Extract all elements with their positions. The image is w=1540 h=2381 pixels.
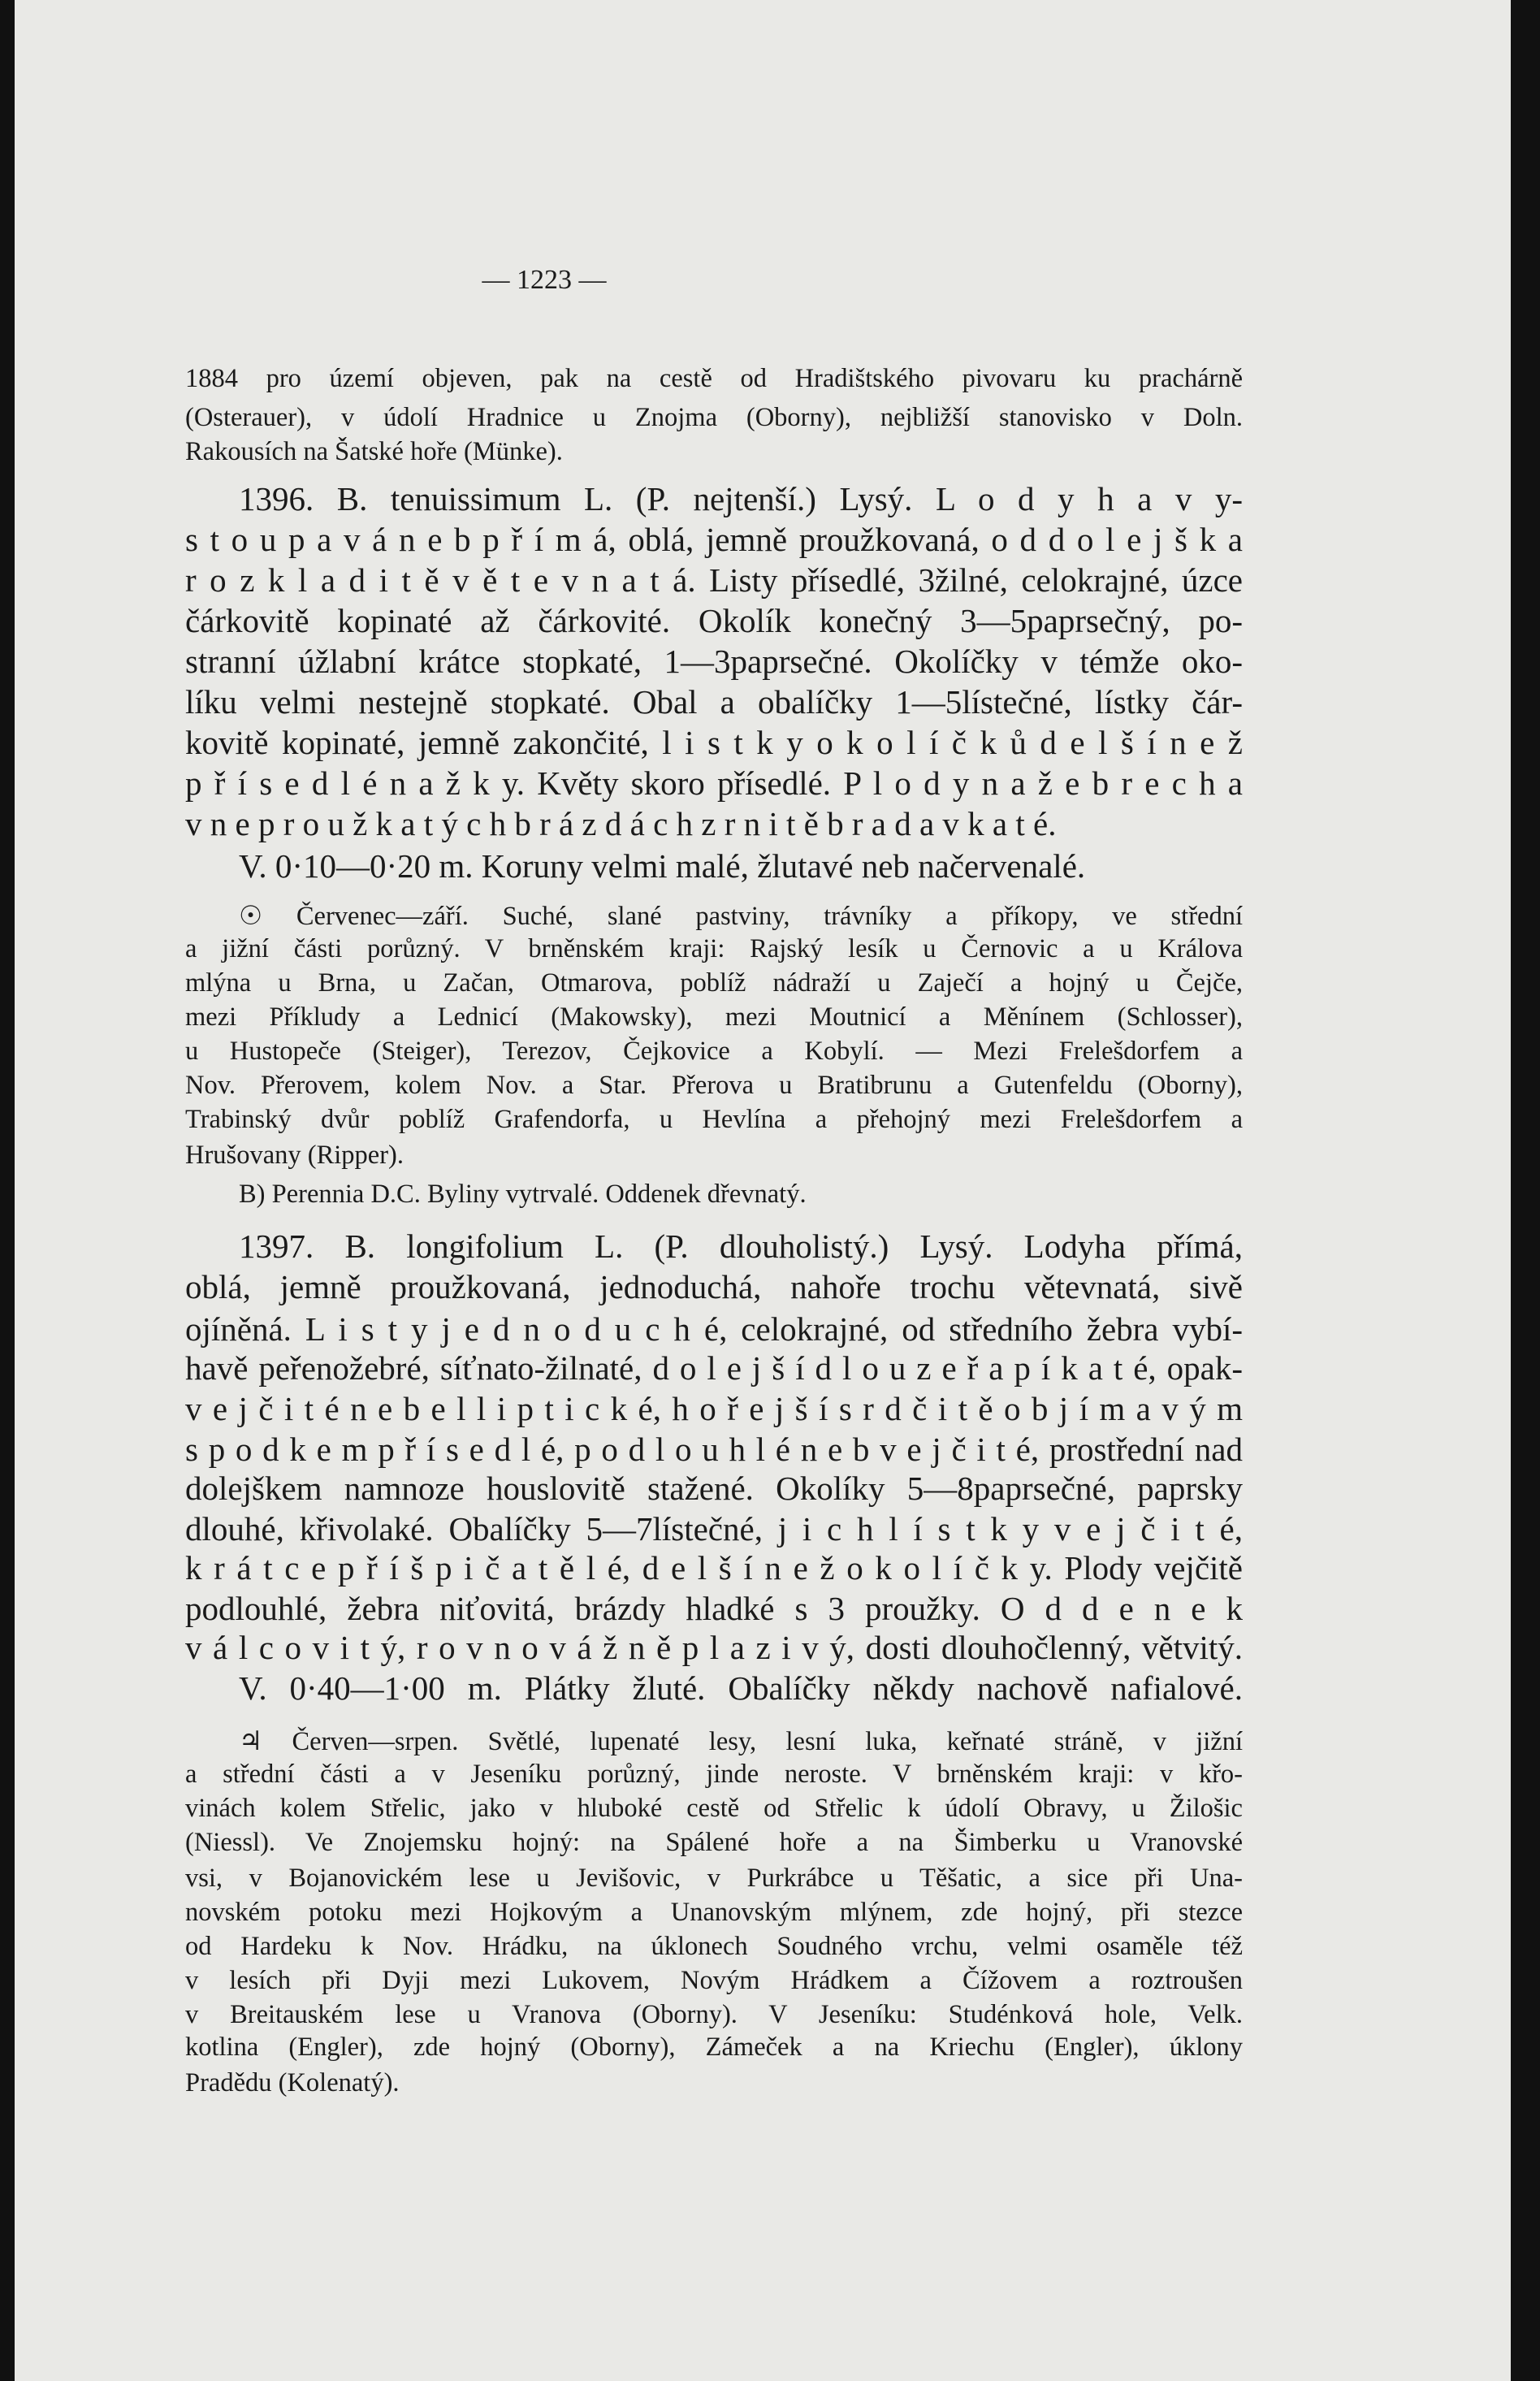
text-line: ♃ Červen—srpen. Světlé, lupenaté lesy, lesní luka, keřnaté stráně, v jižní bbox=[239, 1727, 1243, 1756]
text-line: čárkovitě kopinaté až čárkovité. Okolík konečný 3—5paprsečný, po- bbox=[185, 602, 1243, 639]
text-line: (Niessl). Ve Znojemsku hojný: na Spálené hoře a na Šimberku u Vranovské bbox=[185, 1828, 1243, 1857]
text-line: k r á t c e p ř í š p i č a t ě l é, d e l š í n e ž o k o l í č k y. Plody vejčitě bbox=[185, 1549, 1243, 1587]
text-line: vinách kolem Střelic, jako v hluboké cestě od Střelic k údolí Obravy, u Žilošic bbox=[185, 1794, 1243, 1823]
text-line: ojíněná. L i s t y j e d n o d u c h é, celokrajné, od středního žebra vybí- bbox=[185, 1310, 1243, 1348]
text-line: Rakousích na Šatské hoře (Münke). bbox=[185, 437, 563, 466]
text-line: V. 0·10—0·20 m. Koruny velmi malé, žlutavé neb načervenalé. bbox=[239, 847, 1086, 885]
text-line: líku velmi nestejně stopkaté. Obal a obalíčky 1—5lístečné, lístky čár- bbox=[185, 683, 1243, 721]
text-line: kovitě kopinaté, jemně zakončité, l i s t k y o k o l í č k ů d e l š í n e ž bbox=[185, 724, 1243, 761]
text-line: r o z k l a d i t ě v ě t e v n a t á. Listy přísedlé, 3žilné, celokrajné, úzce bbox=[185, 561, 1243, 599]
text-line: Nov. Přerovem, kolem Nov. a Star. Přerova u Bratibrunu a Gutenfeldu (Oborny), bbox=[185, 1071, 1243, 1100]
text-line: kotlina (Engler), zde hojný (Oborny), Zámeček a na Kriechu (Engler), úklony bbox=[185, 2033, 1243, 2062]
text-line: dolejškem namnoze houslovitě stažené. Okolíky 5—8paprsečné, paprsky bbox=[185, 1470, 1243, 1507]
text-line: 1884 pro území objeven, pak na cestě od Hradištského pivovaru ku prachárně bbox=[185, 364, 1243, 393]
page-number: — 1223 — bbox=[482, 265, 607, 295]
text-line: ☉ Červenec—září. Suché, slané pastviny, trávníky a příkopy, ve střední bbox=[239, 902, 1243, 931]
text-line: p ř í s e d l é n a ž k y. Květy skoro přísedlé. P l o d y n a ž e b r e c h a bbox=[185, 764, 1243, 802]
text-line: oblá, jemně proužkovaná, jednoduchá, nahoře trochu větevnatá, sivě bbox=[185, 1268, 1243, 1305]
text-line: Pradědu (Kolenatý). bbox=[185, 2068, 400, 2097]
text-line: v n e p r o u ž k a t ý c h b r á z d á c h z r n i t ě b r a d a v k a t é. bbox=[185, 805, 1057, 842]
text-line: Hrušovany (Ripper). bbox=[185, 1141, 404, 1170]
text-line: mlýna u Brna, u Začan, Otmarova, poblíž nádraží u Zaječí a hojný u Čejče, bbox=[185, 968, 1243, 998]
text-line: podlouhlé, žebra niťovitá, brázdy hladké s 3 proužky. O d d e n e k bbox=[185, 1590, 1243, 1627]
text-line: s t o u p a v á n e b p ř í m á, oblá, jemně proužkovaná, o d d o l e j š k a bbox=[185, 521, 1243, 558]
text-line: havě peřenožebré, síťnato-žilnaté, d o l e j š í d l o u z e ř a p í k a t é, opak- bbox=[185, 1349, 1243, 1387]
text-line: mezi Příkludy a Lednicí (Makowsky), mezi Moutnicí a Měnínem (Schlosser), bbox=[185, 1002, 1243, 1032]
text-line: 1396. B. tenuissimum L. (P. nejtenší.) Lysý. L o d y h a v y- bbox=[239, 480, 1243, 517]
text-line: 1397. B. longifolium L. (P. dlouholistý.) Lysý. Lodyha přímá, bbox=[239, 1227, 1243, 1265]
text-line: V. 0·40—1·00 m. Plátky žluté. Obalíčky někdy nachově nafialové. bbox=[239, 1669, 1243, 1707]
text-line: Trabinský dvůr poblíž Grafendorfa, u Hevlína a přehojný mezi Frelešdorfem a bbox=[185, 1105, 1243, 1134]
text-line: v Breitauském lese u Vranova (Oborny). V Jeseníku: Studénková hole, Velk. bbox=[185, 2000, 1243, 2029]
text-line: dlouhé, křivolaké. Obalíčky 5—7lístečné, j i c h l í s t k y v e j č i t é, bbox=[185, 1510, 1243, 1548]
scan-edge-left bbox=[0, 0, 15, 2381]
text-line: v lesích při Dyji mezi Lukovem, Novým Hrádkem a Čížovem a roztroušen bbox=[185, 1966, 1243, 1995]
text-line: vsi, v Bojanovickém lese u Jevišovic, v Purkrábce u Těšatic, a sice při Una- bbox=[185, 1864, 1243, 1893]
text-line: od Hardeku k Nov. Hrádku, na úklonech Soudného vrchu, velmi osaměle též bbox=[185, 1932, 1243, 1961]
text-line: stranní úžlabní krátce stopkaté, 1—3paprsečné. Okolíčky v témže oko- bbox=[185, 643, 1243, 680]
text-line: u Hustopeče (Steiger), Terezov, Čejkovice a Kobylí. — Mezi Frelešdorfem a bbox=[185, 1037, 1243, 1066]
text-line: a jižní části porůzný. V brněnském kraji: Rajský lesík u Černovic a u Králova bbox=[185, 934, 1243, 963]
text-line: novském potoku mezi Hojkovým a Unanovským mlýnem, zde hojný, při stezce bbox=[185, 1898, 1243, 1927]
text-line: v e j č i t é n e b e l l i p t i c k é, h o ř e j š í s r d č i t ě o b j í m a v ý m bbox=[185, 1390, 1243, 1427]
text-line: (Osterauer), v údolí Hradnice u Znojma (Oborny), nejbližší stanovisko v Doln. bbox=[185, 403, 1243, 432]
text-line: a střední části a v Jeseníku porůzný, jinde neroste. V brněnském kraji: v křo- bbox=[185, 1760, 1243, 1789]
text-line: s p o d k e m p ř í s e d l é, p o d l o u h l é n e b v e j č i t é, prostřední nad bbox=[185, 1431, 1243, 1468]
scan-edge-right bbox=[1511, 0, 1540, 2381]
text-line: v á l c o v i t ý, r o v n o v á ž n ě p l a z i v ý, dosti dlouhočlenný, větvitý. bbox=[185, 1629, 1243, 1666]
text-line: B) Perennia D.C. Byliny vytrvalé. Oddenek dřevnatý. bbox=[239, 1180, 807, 1209]
